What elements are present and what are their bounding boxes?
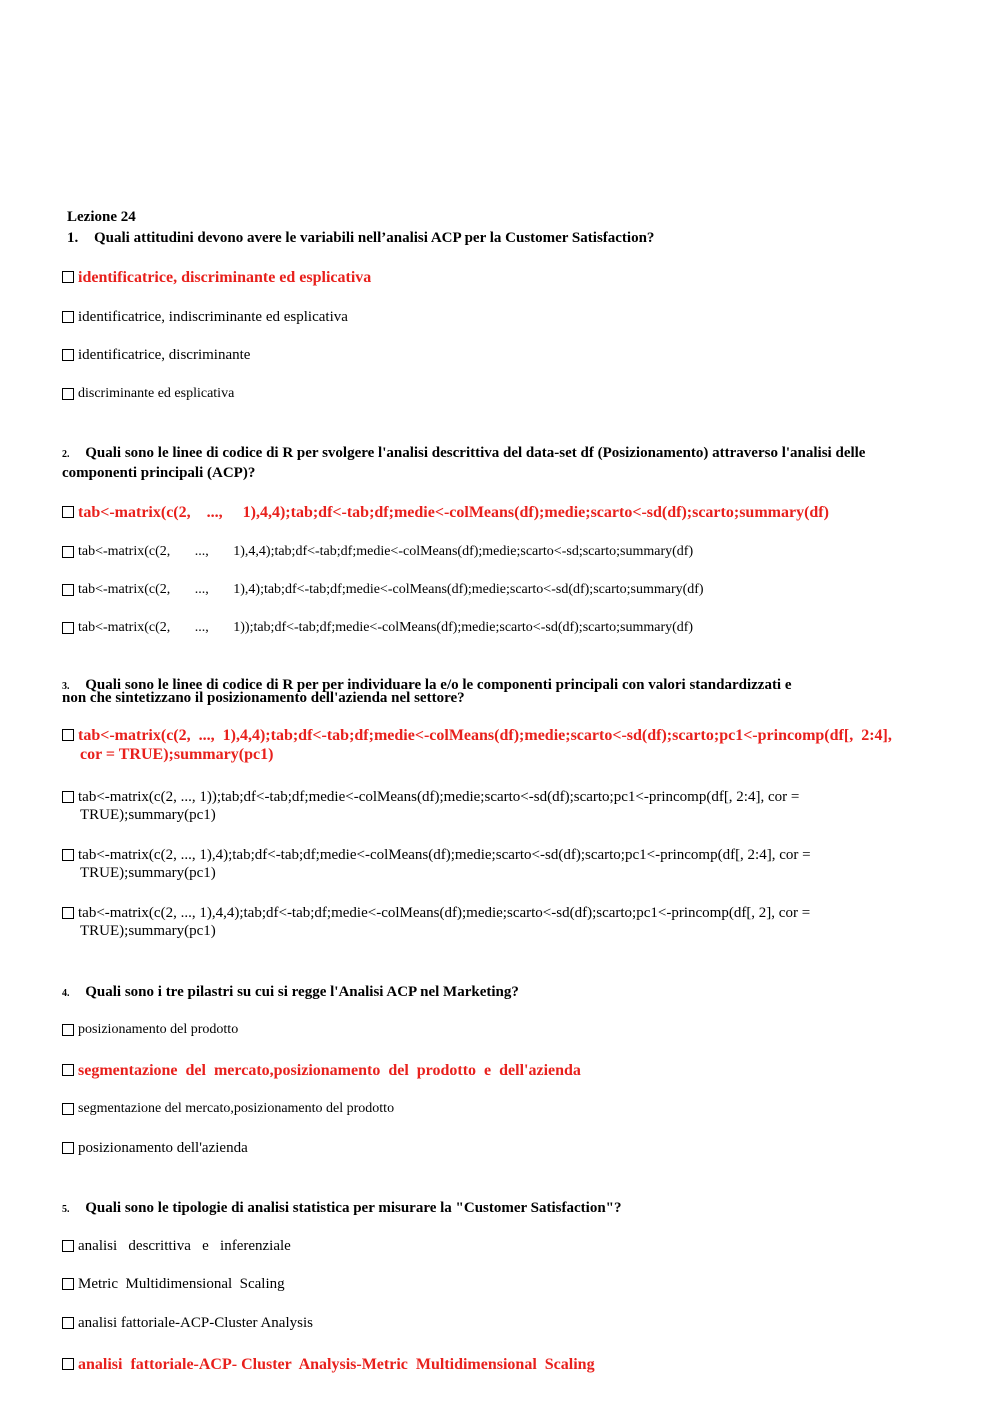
question-number: 1.	[67, 230, 79, 246]
q3-option-4[interactable]	[62, 905, 810, 940]
checkbox[interactable]	[62, 506, 74, 518]
question-2	[62, 445, 865, 462]
checkbox[interactable]	[62, 311, 74, 323]
q4-option-3[interactable]	[62, 1101, 394, 1117]
q4-option-2[interactable]	[62, 1062, 581, 1080]
option-text: tab<-matrix(c(2, ..., 1),4,4);tab;df<-tab;df;medie<-colMeans(df);medie;scarto<-sd(df);scarto;summary(df)	[78, 504, 829, 521]
question-text-line2: non che sintetizzano il posizionamento dell'azienda nel settore?	[62, 690, 465, 706]
checkbox[interactable]	[62, 1278, 74, 1290]
question-1	[67, 230, 654, 247]
option-text: tab<-matrix(c(2, ..., 1),4);tab;df<-tab;df;medie<-colMeans(df);medie;scarto<-sd(df);scarto;summary(df)	[78, 582, 704, 597]
question-text: Quali sono le tipologie di analisi statistica per misurare la "Customer Satisfaction"?	[85, 1200, 622, 1216]
checkbox[interactable]	[62, 1142, 74, 1154]
option-text: segmentazione del mercato,posizionamento del prodotto e dell'azienda	[78, 1062, 581, 1079]
option-text-line2: cor = TRUE);summary(pc1)	[80, 746, 274, 763]
q4-option-4[interactable]	[62, 1140, 248, 1157]
option-text: Metric Multidimensional Scaling	[78, 1276, 285, 1292]
q2-option-2[interactable]	[62, 544, 693, 560]
question-5	[62, 1200, 622, 1217]
option-text: posizionamento dell'azienda	[78, 1140, 248, 1156]
option-text-line1: tab<-matrix(c(2, ..., 1),4,4);tab;df<-tab;df;medie<-colMeans(df);medie;scarto<-sd(df);scarto;pc1<-princomp(df[, 2], cor =	[78, 905, 811, 921]
option-text: segmentazione del mercato,posizionamento del prodotto	[78, 1101, 395, 1116]
checkbox[interactable]	[62, 729, 74, 741]
option-text: identificatrice, indiscriminante ed esplicativa	[78, 309, 348, 325]
question-number: 3.	[62, 681, 70, 692]
option-text: identificatrice, discriminante ed esplicativa	[78, 269, 372, 286]
checkbox[interactable]	[62, 271, 74, 283]
checkbox[interactable]	[62, 1024, 74, 1036]
checkbox[interactable]	[62, 584, 74, 596]
question-text-line1: Quali sono le linee di codice di R per per individuare la e/o le componenti principali con valori standardizzati e	[85, 677, 792, 693]
question-number: 2.	[62, 449, 70, 460]
question-text: Quali sono i tre pilastri su cui si regge l'Analisi ACP nel Marketing?	[85, 984, 519, 1000]
q3-option-3[interactable]	[62, 847, 811, 882]
checkbox[interactable]	[62, 388, 74, 400]
option-text-line2: TRUE);summary(pc1)	[80, 865, 216, 881]
q2-option-1[interactable]	[62, 504, 829, 522]
option-text-line2: TRUE);summary(pc1)	[80, 807, 216, 823]
q5-option-4[interactable]	[62, 1356, 595, 1374]
q4-option-1[interactable]	[62, 1022, 238, 1038]
checkbox[interactable]	[62, 907, 74, 919]
option-text: analisi fattoriale-ACP- Cluster Analysis-Metric Multidimensional Scaling	[78, 1356, 595, 1373]
option-text-line1: tab<-matrix(c(2, ..., 1));tab;df<-tab;df;medie<-colMeans(df);medie;scarto<-sd(df);scarto;pc1<-princomp(df[, 2:4], cor =	[78, 789, 800, 805]
q2-option-3[interactable]	[62, 582, 704, 598]
option-text: tab<-matrix(c(2, ..., 1));tab;df<-tab;df;medie<-colMeans(df);medie;scarto<-sd(df);scarto;summary(df)	[78, 620, 694, 635]
q1-option-4[interactable]	[62, 386, 234, 402]
checkbox[interactable]	[62, 1064, 74, 1076]
q1-option-1[interactable]	[62, 269, 371, 287]
option-text: posizionamento del prodotto	[78, 1022, 239, 1037]
question-text-line1: Quali sono le linee di codice di R per svolgere l'analisi descrittiva del data-set df (Posizionamento) attraverso l'analisi delle	[85, 445, 866, 461]
q1-option-2[interactable]	[62, 309, 348, 326]
q3-option-1[interactable]	[62, 727, 892, 764]
checkbox[interactable]	[62, 1317, 74, 1329]
q5-option-1[interactable]	[62, 1238, 291, 1255]
option-text: discriminante ed esplicativa	[78, 386, 235, 401]
checkbox[interactable]	[62, 1240, 74, 1252]
question-4	[62, 984, 519, 1001]
question-number: 4.	[62, 988, 70, 999]
option-text-line2: TRUE);summary(pc1)	[80, 923, 216, 939]
checkbox[interactable]	[62, 849, 74, 861]
checkbox[interactable]	[62, 791, 74, 803]
q5-option-2[interactable]	[62, 1276, 285, 1293]
checkbox[interactable]	[62, 622, 74, 634]
option-text-line1: tab<-matrix(c(2, ..., 1),4,4);tab;df<-tab;df;medie<-colMeans(df);medie;scarto<-sd(df);scarto;pc1<-princomp(df[, 2:4],	[78, 727, 892, 744]
lesson-title: Lezione 24	[67, 209, 136, 225]
q1-option-3[interactable]	[62, 347, 250, 364]
q2-option-4[interactable]	[62, 620, 693, 636]
option-text: analisi fattoriale-ACP-Cluster Analysis	[78, 1315, 313, 1331]
checkbox[interactable]	[62, 546, 74, 558]
option-text: analisi descrittiva e inferenziale	[78, 1238, 291, 1254]
checkbox[interactable]	[62, 1103, 74, 1115]
q5-option-3[interactable]	[62, 1315, 313, 1332]
checkbox[interactable]	[62, 1358, 74, 1370]
option-text: tab<-matrix(c(2, ..., 1),4,4);tab;df<-tab;df;medie<-colMeans(df);medie;scarto<-sd;scarto;summary(df)	[78, 544, 694, 559]
question-text: Quali attitudini devono avere le variabili nell’analisi ACP per la Customer Satisfaction?	[94, 230, 655, 246]
q3-option-2[interactable]	[62, 789, 799, 824]
question-text-line2: componenti principali (ACP)?	[62, 465, 256, 481]
option-text: identificatrice, discriminante	[78, 347, 251, 363]
option-text-line1: tab<-matrix(c(2, ..., 1),4);tab;df<-tab;df;medie<-colMeans(df);medie;scarto<-sd(df);scarto;pc1<-princomp(df[, 2:4], cor =	[78, 847, 811, 863]
question-number: 5.	[62, 1204, 70, 1215]
checkbox[interactable]	[62, 349, 74, 361]
